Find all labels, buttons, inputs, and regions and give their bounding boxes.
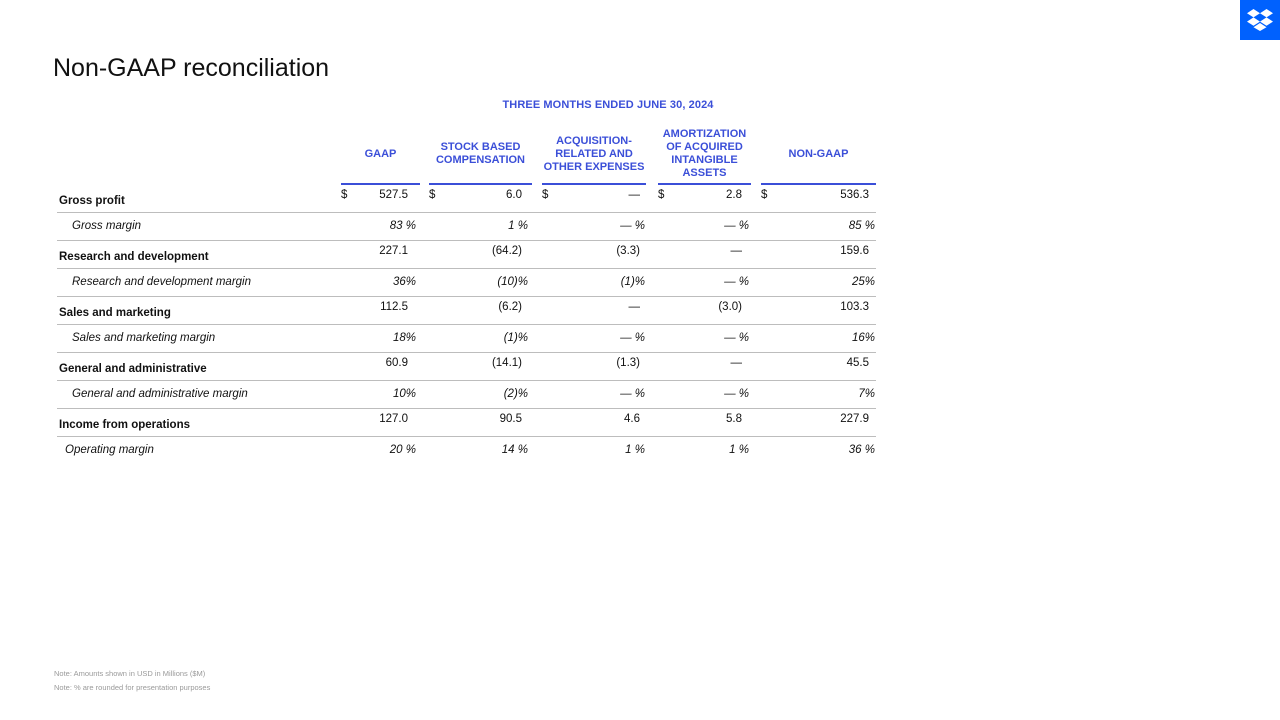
table-cell: — % [724,220,749,232]
table-cell: 112.5 [380,301,408,313]
row-label: Operating margin [65,444,154,456]
table-cell: 36% [392,276,416,288]
table-cell: 7% [858,388,875,400]
table-cell: — % [620,220,645,232]
column-header-5 [761,126,876,182]
row-label: Research and development [59,251,209,263]
table-cell: (3.0) [718,301,742,313]
row-label: Sales and marketing [59,307,171,319]
table-cell: 25% [851,276,875,288]
table-cell: 5.8 [726,413,742,425]
table-cell: — [730,245,742,257]
table-row [57,436,876,464]
table-cell: 20 % [389,444,416,456]
column-header-line: ACQUISITION- [556,134,632,147]
table-cell: 6.0 [506,189,522,201]
column-header-4 [658,126,751,182]
table-row [57,380,876,409]
table-row [57,268,876,297]
table-cell: 60.9 [385,357,408,369]
table-cell: (64.2) [491,245,522,257]
table-row [57,212,876,241]
row-label: General and administrative margin [72,388,248,400]
page-title: Non-GAAP reconciliation [53,54,330,82]
table-cell: 1 % [625,444,645,456]
currency-symbol: $ [658,189,665,201]
table-cell: 90.5 [499,413,522,425]
row-label: Gross margin [72,220,142,232]
note-units: Note: Amounts shown in USD in Millions ($M) [54,669,206,678]
table-cell: 45.5 [846,357,869,369]
dropbox-icon [1247,9,1273,31]
table-cell: 4.6 [624,413,640,425]
table-row [57,324,876,353]
column-header-3 [542,126,646,182]
table-cell: — % [620,388,645,400]
table-cell: — % [724,276,749,288]
table-cell: 10% [392,388,416,400]
table-cell: 36 % [848,444,875,456]
table-cell: 536.3 [840,189,869,201]
table-cell: 85 % [848,220,875,232]
table-cell: (10)% [497,276,528,288]
table-cell: 14 % [501,444,528,456]
currency-symbol: $ [429,189,436,201]
note-rounding: Note: % are rounded for presentation purposes [54,683,211,692]
table-cell: — [628,301,640,313]
table-cell: 527.5 [379,189,408,201]
column-header-line: RELATED AND [555,147,633,160]
currency-symbol: $ [542,189,549,201]
table-cell: — % [724,388,749,400]
table-cell: (2)% [503,388,528,400]
column-header-line: NON-GAAP [788,147,849,160]
table-row [57,240,876,269]
table-cell: 18% [392,332,416,344]
table-cell: 227.9 [840,413,869,425]
table-cell: (1)% [503,332,528,344]
currency-symbol: $ [341,189,348,201]
column-header-line: STOCK BASED [440,141,521,153]
table-cell: — % [620,332,645,344]
table-cell: (1)% [620,276,645,288]
table-row [57,408,876,437]
table-cell: — [628,189,640,201]
period-header: THREE MONTHS ENDED JUNE 30, 2024 [502,99,714,111]
column-header-1 [341,126,420,182]
row-label: Sales and marketing margin [72,332,216,344]
column-header-2 [429,126,532,182]
table-cell: 227.1 [379,245,408,257]
dropbox-logo [1240,0,1280,40]
table-cell: 2.8 [726,189,742,201]
row-label: Income from operations [59,419,190,431]
table-cell: (6.2) [498,301,522,313]
column-header-line: INTANGIBLE [671,154,738,166]
table-cell: (1.3) [616,357,640,369]
table-cell: 159.6 [840,245,869,257]
table-cell: — [730,357,742,369]
table-cell: 1 % [729,444,749,456]
table-cell: 16% [851,332,875,344]
row-label: Research and development margin [72,276,251,288]
table-cell: — % [724,332,749,344]
table-row [57,296,876,325]
column-header-line: ASSETS [682,167,727,179]
column-header-line: OF ACQUIRED [666,141,743,153]
table-cell: 103.3 [840,301,869,313]
column-header-line: COMPENSATION [435,154,526,166]
table-cell: 1 % [508,220,528,232]
table-cell: 127.0 [379,413,408,425]
table-cell: (3.3) [616,245,640,257]
table-cell: (14.1) [491,357,522,369]
column-header-line: AMORTIZATION [662,128,747,140]
row-label: Gross profit [59,195,125,207]
column-header-line: GAAP [364,147,397,160]
column-header-line: OTHER EXPENSES [543,160,645,173]
table-row [57,352,876,381]
table-row [57,184,876,213]
table-cell: 83 % [389,220,416,232]
currency-symbol: $ [761,189,768,201]
row-label: General and administrative [59,363,207,375]
